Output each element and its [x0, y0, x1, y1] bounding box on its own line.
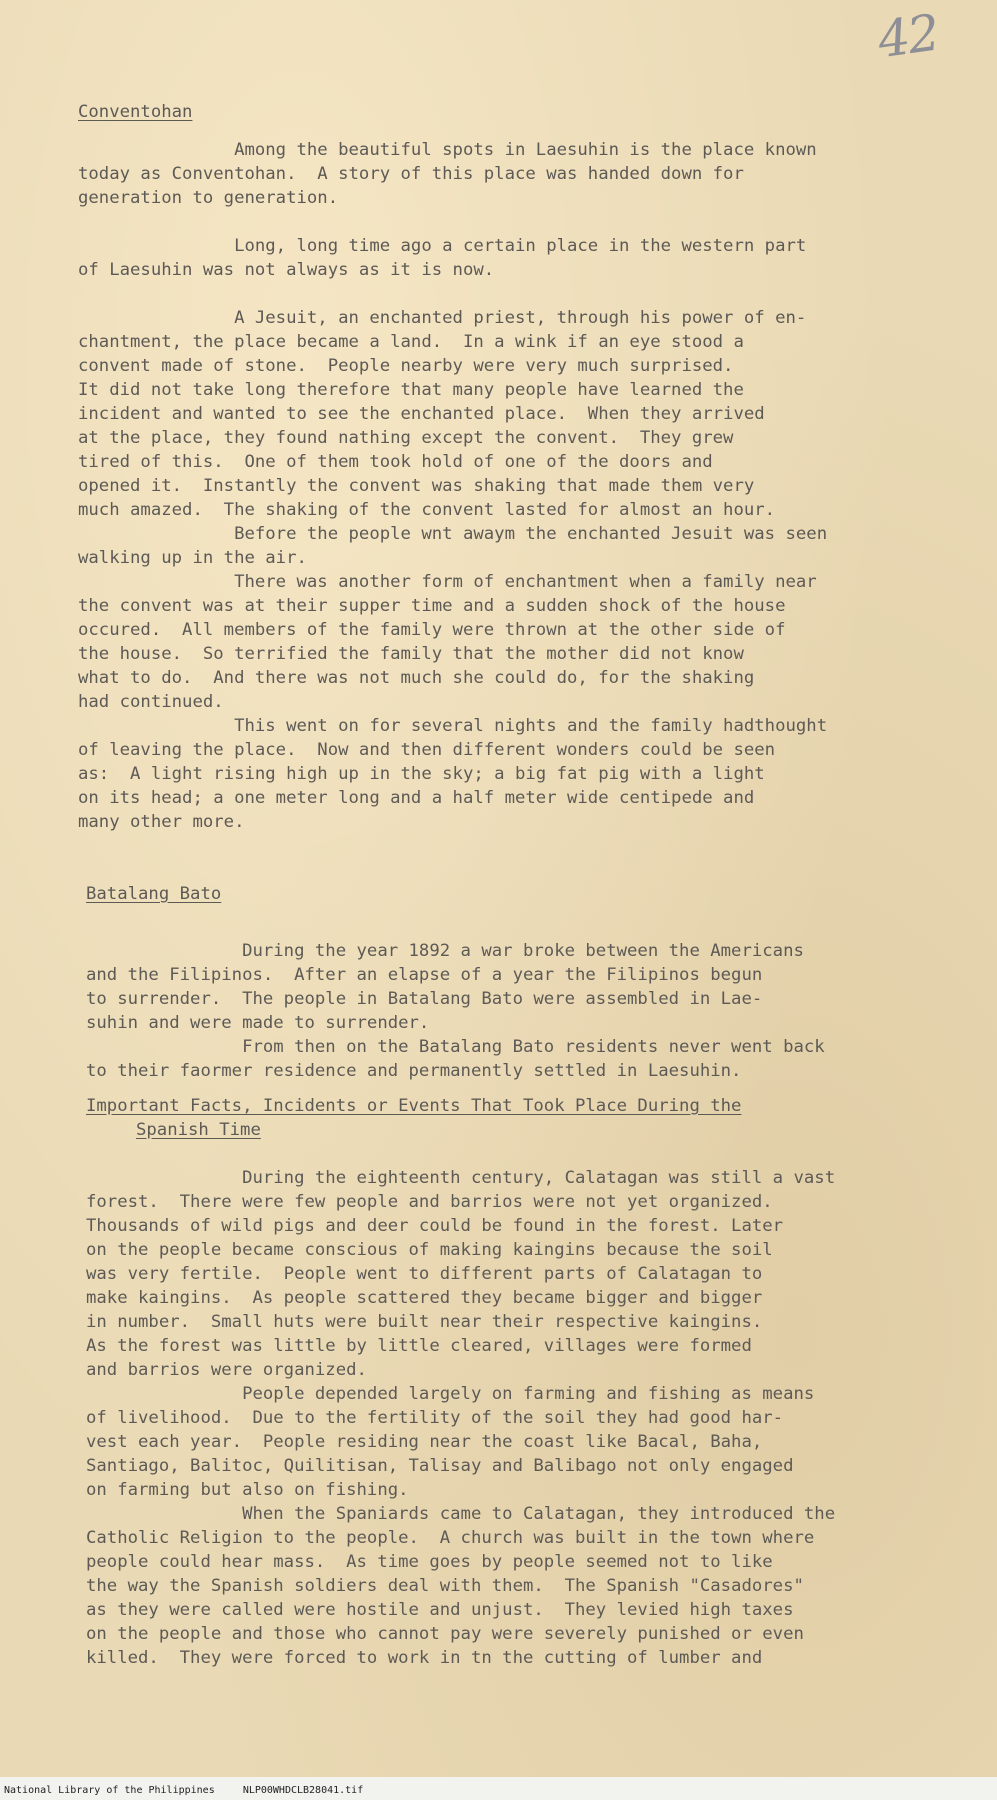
- text-line: to their faormer residence and permanently settled in Laesuhin.: [86, 1061, 742, 1081]
- text-line: Long, long time ago a certain place in the western part: [78, 236, 807, 256]
- text-line: forest. There were few people and barrios were not yet organized.: [86, 1192, 773, 1212]
- text-line: tired of this. One of them took hold of one of the doors and: [78, 452, 713, 472]
- text-line: A Jesuit, an enchanted priest, through his power of en-: [78, 308, 807, 328]
- section-body-batalang-bato: [86, 939, 825, 1083]
- text-line: and barrios were organized.: [86, 1360, 367, 1380]
- text-line: Among the beautiful spots in Laesuhin is the place known: [78, 140, 817, 160]
- text-line: Santiago, Balitoc, Quilitisan, Talisay and Balibago not only engaged: [86, 1456, 794, 1476]
- footer-file: NLP00WHDCLB28041.tif: [242, 1785, 364, 1796]
- text-line: [78, 210, 827, 234]
- text-line: people could hear mass. As time goes by people seemed not to like: [86, 1552, 773, 1572]
- text-line: and the Filipinos. After an elapse of a year the Filipinos begun: [86, 965, 763, 985]
- section-body-important-facts: [86, 1166, 835, 1670]
- text-line: As the forest was little by little cleared, villages were formed: [86, 1336, 752, 1356]
- text-line: on its head; a one meter long and a half meter wide centipede and: [78, 788, 755, 808]
- section-heading-spanish-time: Spanish Time: [136, 1120, 261, 1140]
- text-line: People depended largely on farming and fishing as means: [86, 1384, 815, 1404]
- text-line: in number. Small huts were built near their respective kaingins.: [86, 1312, 763, 1332]
- text-line: much amazed. The shaking of the convent lasted for almost an hour.: [78, 500, 776, 520]
- text-line: chantment, the place became a land. In a wink if an eye stood a: [78, 332, 744, 352]
- section-heading-important-facts: Important Facts, Incidents or Events That Took Place During the: [86, 1096, 742, 1116]
- text-line: of livelihood. Due to the fertility of the soil they had good har-: [86, 1408, 784, 1428]
- text-line: incident and wanted to see the enchanted place. When they arrived: [78, 404, 765, 424]
- text-line: When the Spaniards came to Calatagan, they introduced the: [86, 1504, 836, 1524]
- section-heading-batalang-bato: Batalang Bato: [86, 884, 222, 904]
- text-line: the house. So terrified the family that the mother did not know: [78, 644, 744, 664]
- text-line: convent made of stone. People nearby were very much surprised.: [78, 356, 734, 376]
- text-line: Catholic Religion to the people. A church was built in the town where: [86, 1528, 815, 1548]
- footer-library: National Library of the Philippines: [4, 1785, 215, 1796]
- section-heading-conventohan: Conventohan: [78, 102, 193, 122]
- text-line: on the people and those who cannot pay were severely punished or even: [86, 1624, 804, 1644]
- text-line: killed. They were forced to work in tn the cutting of lumber and: [86, 1648, 763, 1668]
- text-line: suhin and were made to surrender.: [86, 1013, 430, 1033]
- text-line: occured. All members of the family were thrown at the other side of: [78, 620, 786, 640]
- text-line: had continued.: [78, 692, 224, 712]
- text-line: of Laesuhin was not always as it is now.: [78, 260, 495, 280]
- text-line: the convent was at their supper time and a sudden shock of the house: [78, 596, 786, 616]
- text-line: what to do. And there was not much she could do, for the shaking: [78, 668, 755, 688]
- text-line: on the people became conscious of making kaingins because the soil: [86, 1240, 773, 1260]
- text-line: opened it. Instantly the convent was shaking that made them very: [78, 476, 755, 496]
- text-line: the way the Spanish soldiers deal with them. The Spanish "Casadores": [86, 1576, 804, 1596]
- text-line: vest each year. People residing near the coast like Bacal, Baha,: [86, 1432, 763, 1452]
- text-line: Before the people wnt awaym the enchanted Jesuit was seen: [78, 524, 828, 544]
- page-number: 42: [874, 3, 942, 70]
- scan-footer: [0, 1781, 997, 1800]
- text-line: was very fertile. People went to different parts of Calatagan to: [86, 1264, 763, 1284]
- text-line: walking up in the air.: [78, 548, 307, 568]
- text-line: at the place, they found nathing except the convent. They grew: [78, 428, 734, 448]
- text-line: as: A light rising high up in the sky; a big fat pig with a light: [78, 764, 765, 784]
- text-line: make kaingins. As people scattered they became bigger and bigger: [86, 1288, 763, 1308]
- text-line: on farming but also on fishing.: [86, 1480, 409, 1500]
- text-line: today as Conventohan. A story of this place was handed down for: [78, 164, 744, 184]
- text-line: There was another form of enchantment when a family near: [78, 572, 817, 592]
- text-line: many other more.: [78, 812, 245, 832]
- text-line: During the year 1892 a war broke between the Americans: [86, 941, 804, 961]
- text-line: From then on the Batalang Bato residents never went back: [86, 1037, 825, 1057]
- section-body-conventohan: [78, 138, 827, 834]
- text-line: generation to generation.: [78, 188, 339, 208]
- text-line: of leaving the place. Now and then different wonders could be seen: [78, 740, 776, 760]
- text-line: Thousands of wild pigs and deer could be found in the forest. Later: [86, 1216, 784, 1236]
- text-line: [78, 282, 827, 306]
- text-line: as they were called were hostile and unjust. They levied high taxes: [86, 1600, 794, 1620]
- text-line: This went on for several nights and the family hadthought: [78, 716, 828, 736]
- text-line: During the eighteenth century, Calatagan was still a vast: [86, 1168, 836, 1188]
- text-line: It did not take long therefore that many people have learned the: [78, 380, 744, 400]
- text-line: to surrender. The people in Batalang Bato were assembled in Lae-: [86, 989, 763, 1009]
